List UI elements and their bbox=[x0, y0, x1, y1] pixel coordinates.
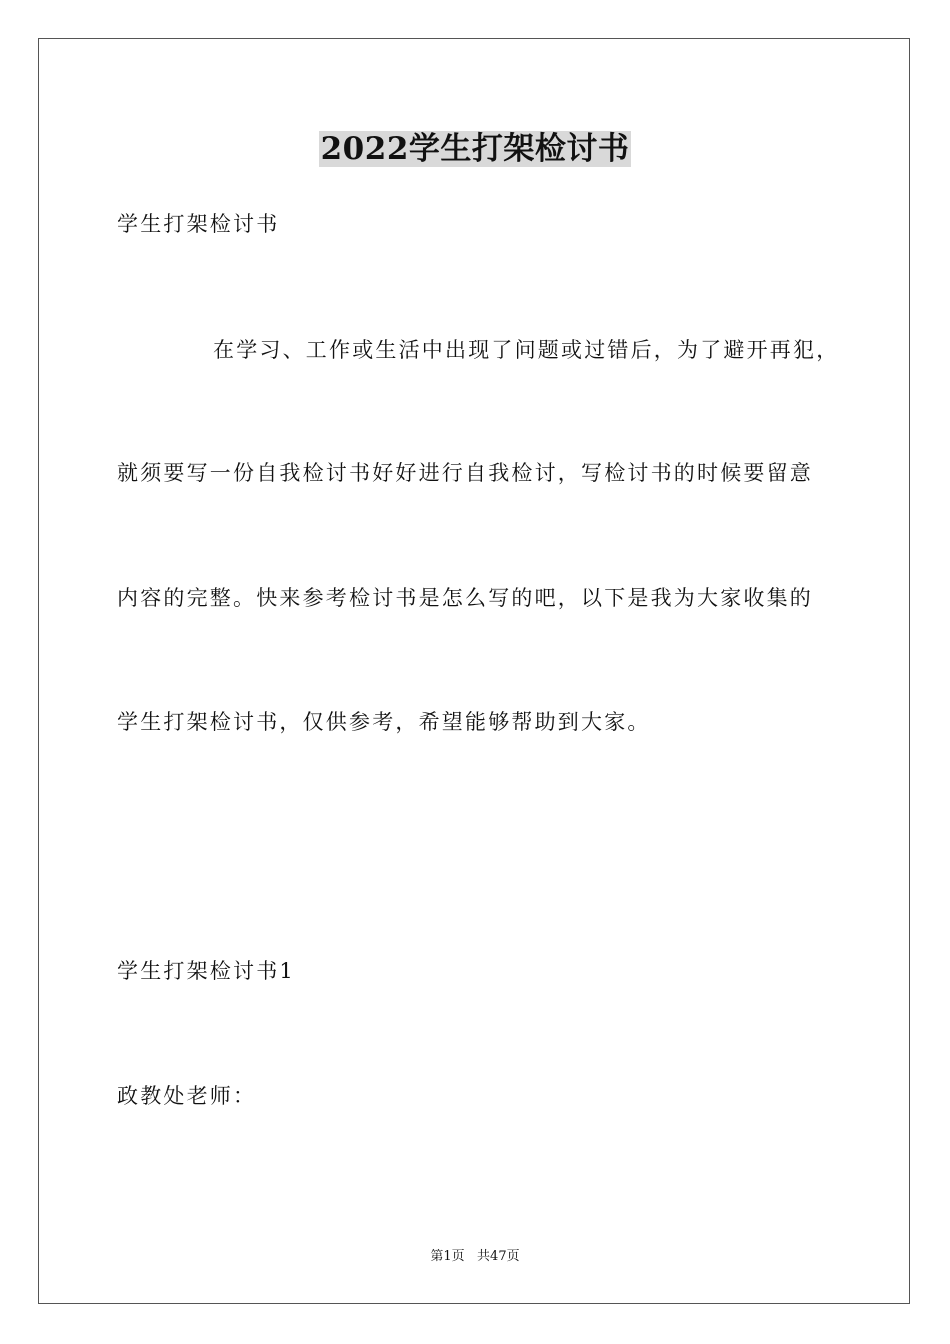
salutation: 政教处老师： bbox=[117, 1084, 257, 1108]
intro-line-3: 内容的完整。快来参考检讨书是怎么写的吧，以下是我为大家收集的 bbox=[117, 586, 813, 610]
document-title bbox=[0, 127, 950, 171]
section-heading: 学生打架检讨书1 bbox=[117, 959, 295, 983]
page-number-footer: 第1页 共47页 bbox=[430, 1249, 520, 1264]
intro-line-2: 就须要写一份自我检讨书好好进行自我检讨，写检讨书的时候要留意 bbox=[117, 461, 813, 485]
intro-line-4: 学生打架检讨书，仅供参考，希望能够帮助到大家。 bbox=[117, 710, 651, 734]
document-subtitle: 学生打架检讨书 bbox=[117, 212, 280, 236]
document-title-text: 2022学生打架检讨书 bbox=[320, 131, 630, 167]
intro-line-1: 在学习、工作或生活中出现了问题或过错后，为了避开再犯， bbox=[213, 338, 840, 362]
